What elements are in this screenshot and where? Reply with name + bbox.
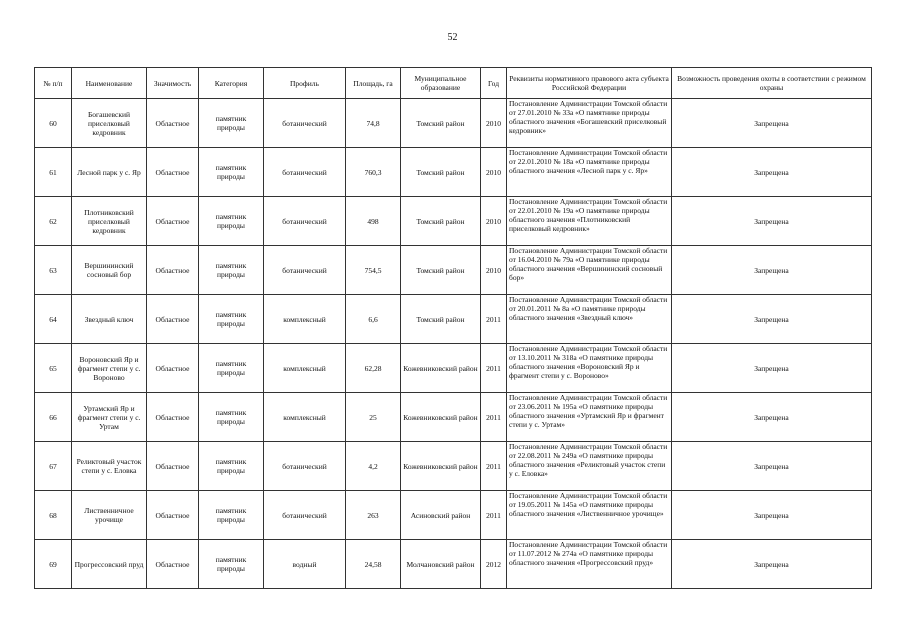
cell-num: 69 (35, 540, 72, 589)
cell-significance: Областное (147, 540, 199, 589)
cell-profile: водный (264, 540, 346, 589)
cell-hunting: Запрещена (672, 540, 872, 589)
cell-category: памятник природы (199, 197, 264, 246)
cell-hunting: Запрещена (672, 442, 872, 491)
cell-name: Лесной парк у с. Яр (72, 148, 147, 197)
cell-act: Постановление Администрации Томской области от 22.08.2011 № 249а «О памятнике природы областного значения «Реликтовый участок степи у с. Еловка» (507, 442, 672, 491)
cell-area: 754,5 (346, 246, 401, 295)
header-municipality: Муниципальное образование (401, 68, 481, 99)
cell-num: 65 (35, 344, 72, 393)
cell-area: 6,6 (346, 295, 401, 344)
table-row (35, 295, 872, 344)
cell-name: Плотниковский приселковый кедровник (72, 197, 147, 246)
cell-hunting: Запрещена (672, 148, 872, 197)
cell-act: Постановление Администрации Томской области от 16.04.2010 № 79а «О памятнике природы областного значения «Вершининский сосновый бор» (507, 246, 672, 295)
header-significance: Значимость (147, 68, 199, 99)
cell-profile: ботанический (264, 197, 346, 246)
cell-category: памятник природы (199, 442, 264, 491)
table-row (35, 540, 872, 589)
cell-municipality: Асиновский район (401, 491, 481, 540)
cell-profile: ботанический (264, 246, 346, 295)
header-profile: Профиль (264, 68, 346, 99)
cell-category: памятник природы (199, 99, 264, 148)
cell-profile: комплексный (264, 344, 346, 393)
cell-area: 74,8 (346, 99, 401, 148)
cell-significance: Областное (147, 491, 199, 540)
cell-name: Лиственничное урочище (72, 491, 147, 540)
cell-name: Вороновский Яр и фрагмент степи у с. Вороново (72, 344, 147, 393)
cell-hunting: Запрещена (672, 491, 872, 540)
cell-num: 62 (35, 197, 72, 246)
cell-municipality: Кожевниковский район (401, 393, 481, 442)
cell-significance: Областное (147, 197, 199, 246)
cell-significance: Областное (147, 295, 199, 344)
header-category: Категория (199, 68, 264, 99)
page-number: 52 (447, 32, 458, 43)
cell-significance: Областное (147, 344, 199, 393)
cell-municipality: Томский район (401, 99, 481, 148)
cell-act: Постановление Администрации Томской области от 22.01.2010 № 18а «О памятнике природы областного значения «Лесной парк у с. Яр» (507, 148, 672, 197)
cell-area: 25 (346, 393, 401, 442)
cell-name: Уртамский Яр и фрагмент степи у с. Уртам (72, 393, 147, 442)
cell-profile: ботанический (264, 99, 346, 148)
cell-profile: ботанический (264, 491, 346, 540)
cell-hunting: Запрещена (672, 393, 872, 442)
cell-num: 68 (35, 491, 72, 540)
cell-significance: Областное (147, 148, 199, 197)
table-row (35, 148, 872, 197)
table-row (35, 393, 872, 442)
cell-act: Постановление Администрации Томской области от 23.06.2011 № 195а «О памятнике природы областного значения «Уртамский Яр и фрагмент степи у с. Уртам» (507, 393, 672, 442)
cell-area: 24,58 (346, 540, 401, 589)
cell-municipality: Томский район (401, 148, 481, 197)
cell-hunting: Запрещена (672, 295, 872, 344)
cell-name: Звездный ключ (72, 295, 147, 344)
cell-area: 4,2 (346, 442, 401, 491)
cell-area: 62,28 (346, 344, 401, 393)
cell-hunting: Запрещена (672, 99, 872, 148)
cell-act: Постановление Администрации Томской области от 27.01.2010 № 33а «О памятнике природы областного значения «Богашевский приселковый кедровник» (507, 99, 672, 148)
cell-name: Богашевский приселковый кедровник (72, 99, 147, 148)
cell-category: памятник природы (199, 393, 264, 442)
cell-year: 2010 (481, 197, 507, 246)
cell-name: Реликтовый участок степи у с. Еловка (72, 442, 147, 491)
cell-year: 2011 (481, 491, 507, 540)
cell-area: 760,3 (346, 148, 401, 197)
cell-year: 2011 (481, 344, 507, 393)
cell-municipality: Кожевниковский район (401, 344, 481, 393)
cell-municipality: Томский район (401, 197, 481, 246)
header-year: Год (481, 68, 507, 99)
table-row (35, 197, 872, 246)
cell-act: Постановление Администрации Томской области от 13.10.2011 № 318а «О памятнике природы областного значения «Вороновский Яр и фрагмент степи у с. Вороново» (507, 344, 672, 393)
cell-area: 263 (346, 491, 401, 540)
table-header-row (35, 68, 872, 99)
header-area: Площадь, га (346, 68, 401, 99)
cell-year: 2010 (481, 148, 507, 197)
table-row (35, 246, 872, 295)
cell-municipality: Молчановский район (401, 540, 481, 589)
nature-monuments-table (34, 67, 872, 589)
cell-municipality: Томский район (401, 295, 481, 344)
cell-year: 2011 (481, 393, 507, 442)
cell-num: 60 (35, 99, 72, 148)
cell-year: 2011 (481, 442, 507, 491)
cell-municipality: Кожевниковский район (401, 442, 481, 491)
table-row (35, 99, 872, 148)
cell-category: памятник природы (199, 540, 264, 589)
cell-category: памятник природы (199, 344, 264, 393)
cell-name: Вершининский сосновый бор (72, 246, 147, 295)
cell-area: 498 (346, 197, 401, 246)
cell-significance: Областное (147, 99, 199, 148)
cell-year: 2010 (481, 246, 507, 295)
cell-category: памятник природы (199, 491, 264, 540)
table-row (35, 442, 872, 491)
table-row (35, 344, 872, 393)
cell-num: 67 (35, 442, 72, 491)
cell-hunting: Запрещена (672, 246, 872, 295)
cell-significance: Областное (147, 393, 199, 442)
cell-profile: ботанический (264, 148, 346, 197)
cell-significance: Областное (147, 246, 199, 295)
header-name: Наименование (72, 68, 147, 99)
cell-act: Постановление Администрации Томской области от 11.07.2012 № 274а «О памятнике природы областного значения «Прогрессовский пруд» (507, 540, 672, 589)
cell-profile: комплексный (264, 295, 346, 344)
header-num: № п/п (35, 68, 72, 99)
cell-num: 66 (35, 393, 72, 442)
cell-num: 63 (35, 246, 72, 295)
cell-act: Постановление Администрации Томской области от 20.01.2011 № 8а «О памятнике природы областного значения «Звездный ключ» (507, 295, 672, 344)
cell-year: 2012 (481, 540, 507, 589)
cell-num: 61 (35, 148, 72, 197)
cell-category: памятник природы (199, 148, 264, 197)
header-act: Реквизиты нормативного правового акта субъекта Российской Федерации (507, 68, 672, 99)
cell-municipality: Томский район (401, 246, 481, 295)
header-hunting: Возможность проведения охоты в соответствии с режимом охраны (672, 68, 872, 99)
table-row (35, 491, 872, 540)
cell-category: памятник природы (199, 246, 264, 295)
cell-year: 2011 (481, 295, 507, 344)
cell-hunting: Запрещена (672, 197, 872, 246)
cell-name: Прогрессовский пруд (72, 540, 147, 589)
cell-act: Постановление Администрации Томской области от 19.05.2011 № 145а «О памятнике природы областного значения «Лиственничное урочище» (507, 491, 672, 540)
cell-profile: ботанический (264, 442, 346, 491)
cell-act: Постановление Администрации Томской области от 22.01.2010 № 19а «О памятнике природы областного значения «Плотниковский приселковый кедровник» (507, 197, 672, 246)
cell-significance: Областное (147, 442, 199, 491)
cell-category: памятник природы (199, 295, 264, 344)
cell-profile: комплексный (264, 393, 346, 442)
cell-hunting: Запрещена (672, 344, 872, 393)
cell-num: 64 (35, 295, 72, 344)
cell-year: 2010 (481, 99, 507, 148)
